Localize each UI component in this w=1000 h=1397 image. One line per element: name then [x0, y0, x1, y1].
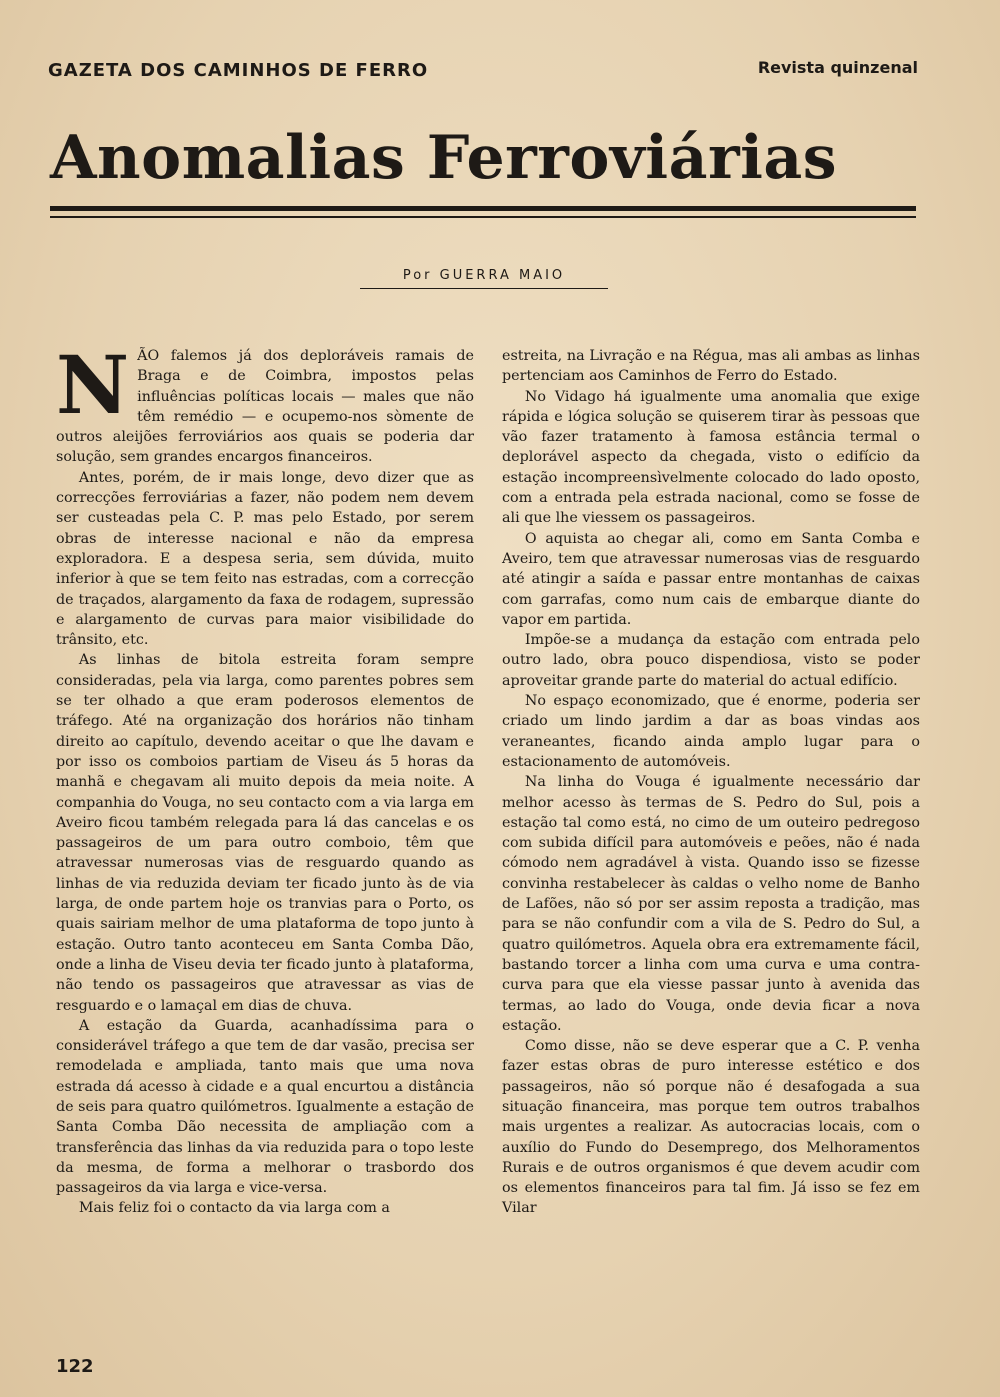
- page-number: 122: [56, 1356, 94, 1377]
- paragraph: Na linha do Vouga é igualmente necessário dar melhor acesso às termas de S. Pedro do Sul, pois a estação tal como está, no cimo de um outeiro pedregoso com subida difícil para automóveis e peões, não é nada cómodo nem agradável à vista. Quando isso se fizesse convinha restabelecer às caldas o velho nome de Banho de Lafões, não só por ser assim reposta a tradição, mas para se não confundir com a vila de S. Pedro do Sul, a quatro quilómetros. Aquela obra era extremamente fácil, bastando torcer a linha com uma curva e uma contra-curva para que ela viesse passar junto à avenida das termas, ao lado do Vouga, onde devia ficar a nova estação.: [502, 774, 920, 1034]
- paragraph: Mais feliz foi o contacto da via larga com a: [78, 1200, 390, 1217]
- title-rule-thick: [50, 206, 916, 211]
- paragraph: A estação da Guarda, acanhadíssima para o considerável tráfego a que tem de dar vasão, precisa ser remodelada e ampliada, tanto mais que uma nova estrada dá acesso à cidade e a qual encurtou a distância de seis para quatro quilómetros. Igualmente a estação de Santa Comba Dão necessita de ampliação com a transferência das linhas da via reduzida para o topo leste da mesma, de forma a melhorar o trasbordo dos passageiros da via larga e vice-versa.: [56, 1017, 474, 1197]
- paragraph: NÃO falemos já dos deploráveis ramais de Braga e de Coimbra, impostos pelas influências políticas locais — males que não têm remédio — e ocupemo-nos sòmente de outros aleijões ferroviários aos quais se poderia dar solução, sem grandes encargos financeiros.: [56, 338, 474, 466]
- paragraph: Como disse, não se deve esperar que a C. P. venha fazer estas obras de puro interesse estético e dos passageiros, não só porque não é desafogada a sua situação financeira, mas porque tem outros trabalhos mais urgentes a realizar. As autocracias locais, com o auxílio do Fundo do Desemprego, dos Melhoramentos Rurais e de outros organismos é que devem acudir com os elementos financeiros para tal fim. Já isso se fez em Vilar: [502, 1038, 920, 1217]
- section-label: Revista quinzenal: [757, 58, 918, 77]
- text-column-left: [56, 338, 474, 1219]
- paragraph: No Vidago há igualmente uma anomalia que exige rápida e lógica solução se quiserem tirar às pessoas que vão fazer tratamento à famosa estância termal o deplorável aspecto da chegada, visto o edifício da estação incompreensìvelmente colocado do lado oposto, com a entrada pela estrada nacional, como se fosse de ali que lhe viessem os passageiros.: [502, 388, 920, 527]
- paragraph: O aquista ao chegar ali, como em Santa Comba e Aveiro, tem que atravessar numerosas vias de resguardo até atingir a saída e passar entre montanhas de caixas com garrafas, como num cais de embarque diante do vapor em partida.: [502, 530, 920, 628]
- paragraph: Impõe-se a mudança da estação com entrada pelo outro lado, obra pouco dispendiosa, visto se poder aproveitar grande parte do material do actual edifício.: [502, 632, 920, 689]
- paragraph: Antes, porém, de ir mais longe, devo dizer que as correcções ferroviárias a fazer, não podem nem devem ser custeadas pela C. P. mas pelo Estado, por serem obras de interesse nacional e não da empresa exploradora. E a despesa seria, sem dúvida, muito inferior à que se tem feito nas estradas, com a correcção de traçados, alargamento da faxa de rodagem, supressão e alargamento de curvas para maior visibilidade do trânsito, etc.: [56, 469, 474, 649]
- drop-cap: N: [56, 338, 130, 432]
- article-byline: Por GUERRA MAIO: [360, 268, 608, 289]
- paragraph: As linhas de bitola estreita foram sempre consideradas, pela via larga, como parentes pobres sem se ter olhado a que eram poderosos elementos de tráfego. Até na organização dos horários não tinham direito ao capítulo, devendo aceitar o que lhe davam e por isso os comboios partiam de Viseu ás 5 horas da manhã e chegavam ali muito depois da meia noite. A companhia do Vouga, no seu contacto com a via larga em Aveiro ficou também relegada para lá das cancelas e os passageiros de um para outro comboio, têm que atravessar numerosas vias de resguardo quando as linhas de via reduzida deviam ter ficado junto às de via larga, de onde partem hoje os tranvias para o Porto, os quais sairiam melhor de uma plataforma de topo junto à estação. Outro tanto aconteceu em Santa Comba Dão, onde a linha de Viseu devia ter ficado junto à plataforma, não tendo os passageiros que atravessar as vias de resguardo e o lamaçal em dias de chuva.: [56, 652, 474, 1014]
- paragraph: estreita, na Livração e na Régua, mas ali ambas as linhas pertenciam aos Caminhos de Ferro do Estado.: [502, 348, 920, 385]
- article-title: Anomalias Ferroviárias: [50, 123, 838, 193]
- paragraph: No espaço economizado, que é enorme, poderia ser criado um lindo jardim a dar as boas vindas aos veraneantes, ficando ainda amplo lugar para o estacionamento de automóveis.: [502, 693, 920, 770]
- text-column-right: [502, 346, 920, 1219]
- title-rule-thin: [50, 216, 916, 218]
- publication-name: GAZETA DOS CAMINHOS DE FERRO: [48, 60, 429, 81]
